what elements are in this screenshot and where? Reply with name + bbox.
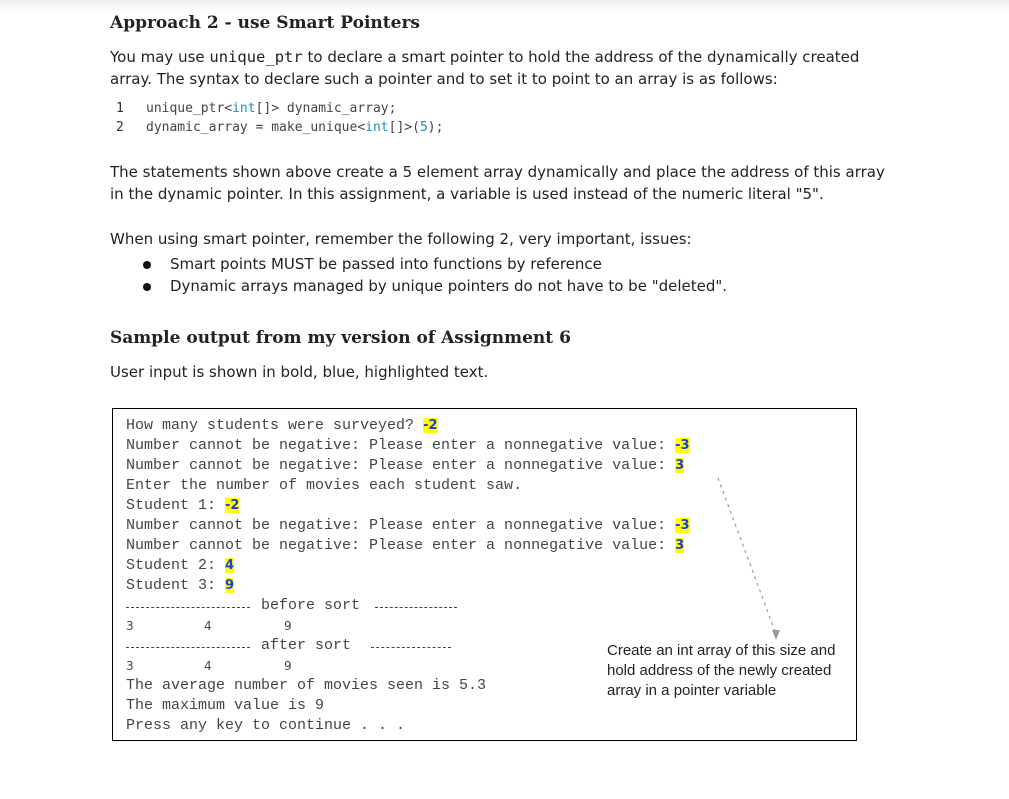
annotation-callout: Create an int array of this size and hold address of the newly created array in a pointer variable [607,642,836,699]
code-keyword: int [232,101,256,116]
code-text: ); [427,120,444,135]
after-value: 9 [284,659,292,673]
intro-text-before: You may use [110,48,210,66]
user-input: 9 [225,578,235,593]
user-input: -2 [423,418,438,433]
code-text: dynamic_array = make_unique< [146,120,366,135]
user-input: 4 [225,558,235,573]
issues-intro: When using smart pointer, remember the following 2, very important, issues: [110,230,692,248]
intro-code: unique_ptr [209,48,303,66]
press-key-line: Press any key to continue . . . [126,717,406,734]
user-input: -3 [675,518,690,533]
user-input: 3 [675,538,685,553]
intro-text-after: to declare a smart pointer to hold the address of the dynamically created array. The syntax to declare such a pointer and to set it to point to an array is as follows: [110,48,860,88]
console-text: Student 2: [126,557,226,574]
console-text: Enter the number of movies each student saw. [126,477,523,494]
console-text: How many students were surveyed? [126,417,424,434]
line-number: 2 [116,120,124,135]
code-number: 5 [419,120,428,135]
code-keyword: int [365,120,389,135]
before-sort-label: before sort [261,597,361,614]
console-text: Number cannot be negative: Please enter a nonnegative value: [126,457,676,474]
code-text: []>( [388,120,420,135]
sample-note: User input is shown in bold, blue, highlighted text. [110,363,489,381]
approach-heading: Approach 2 - use Smart Pointers [110,13,420,33]
before-value: 9 [284,619,292,633]
sample-heading: Sample output from my version of Assignment 6 [110,328,571,348]
after-sort-label: after sort [261,637,352,654]
user-input: -2 [225,498,240,513]
console-text: Number cannot be negative: Please enter a nonnegative value: [126,537,676,554]
average-line: The average number of movies seen is 5.3 [126,677,487,694]
console-text: Number cannot be negative: Please enter a nonnegative value: [126,437,676,454]
before-value: 4 [204,619,212,633]
user-input: 3 [675,458,685,473]
max-line: The maximum value is 9 [126,697,325,714]
arrow-line [718,478,776,634]
list-item-text: Smart points MUST be passed into functions by reference [170,255,602,273]
code-text: unique_ptr< [146,101,233,116]
after-value: 4 [204,659,212,673]
code-text: []> dynamic_array; [255,101,397,116]
console-text: Student 3: [126,577,226,594]
list-item-text: Dynamic arrays managed by unique pointers do not have to be "deleted". [170,277,728,295]
after-value: 3 [126,659,134,673]
arrow-head-icon [772,630,780,640]
console-text: Number cannot be negative: Please enter a nonnegative value: [126,517,676,534]
user-input: -3 [675,438,690,453]
line-number: 1 [116,101,124,116]
console-text: Student 1: [126,497,226,514]
before-value: 3 [126,619,134,633]
explanation-paragraph: The statements shown above create a 5 element array dynamically and place the address of this array in the dynamic pointer. In this assignment, a variable is used instead of the numeric literal "5". [110,163,885,203]
